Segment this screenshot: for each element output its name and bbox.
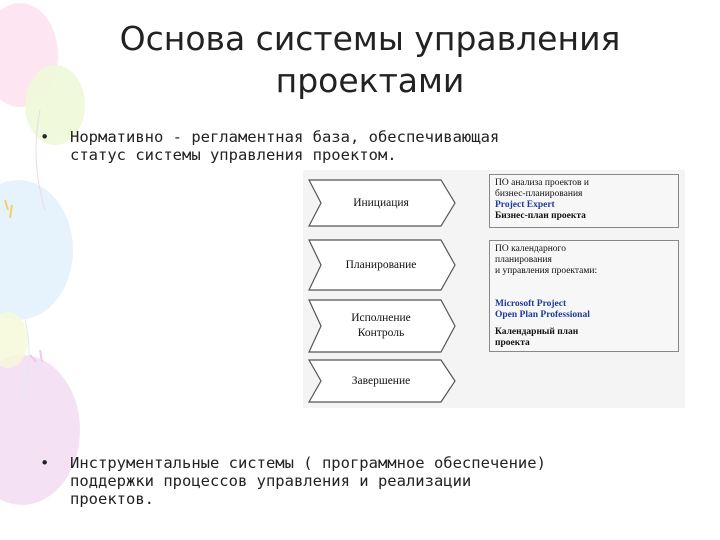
stage-label-execution-control: Исполнение Контроль: [351, 312, 411, 339]
box2-product: Open Plan Professional: [495, 310, 590, 320]
title-line-1: Основа системы управления: [119, 19, 621, 58]
box2-result: проекта: [495, 338, 530, 348]
analysis-software-box: [489, 174, 679, 228]
box2-line: планирования: [495, 255, 552, 265]
box1-line: бизнес-планирования: [495, 189, 583, 199]
process-diagram: [303, 170, 685, 408]
planning-software-box: [489, 240, 679, 352]
box2-result: Календарный план: [495, 327, 579, 337]
stage-label-initiation: Инициация: [353, 197, 409, 209]
box1-result: Бизнес-план проекта: [495, 211, 586, 221]
bullet-normative: [40, 128, 680, 168]
bullet-text: Инструментальные системы ( программное обеспечение) поддержки процессов управления и реализации проектов.: [70, 454, 546, 508]
title-line-2: проектами: [275, 61, 465, 100]
box1-line: ПО анализа проектов и: [495, 178, 589, 188]
bullet-text: Нормативно - регламентная база, обеспечивающая статус системы управления проектом.: [70, 128, 500, 164]
box2-line: и управления проектами:: [495, 266, 598, 276]
bullet-dot: •: [40, 128, 50, 146]
slide-title: [40, 18, 700, 102]
box2-product: Microsoft Project: [495, 299, 567, 309]
box2-line: ПО календарного: [495, 244, 566, 254]
bullet-dot: •: [40, 454, 50, 472]
stage-label-completion: Завершение: [351, 375, 411, 387]
stage-label-planning: Планирование: [345, 259, 417, 271]
bullet-tool-systems: [40, 454, 700, 514]
box1-product: Project Expert: [495, 200, 555, 210]
